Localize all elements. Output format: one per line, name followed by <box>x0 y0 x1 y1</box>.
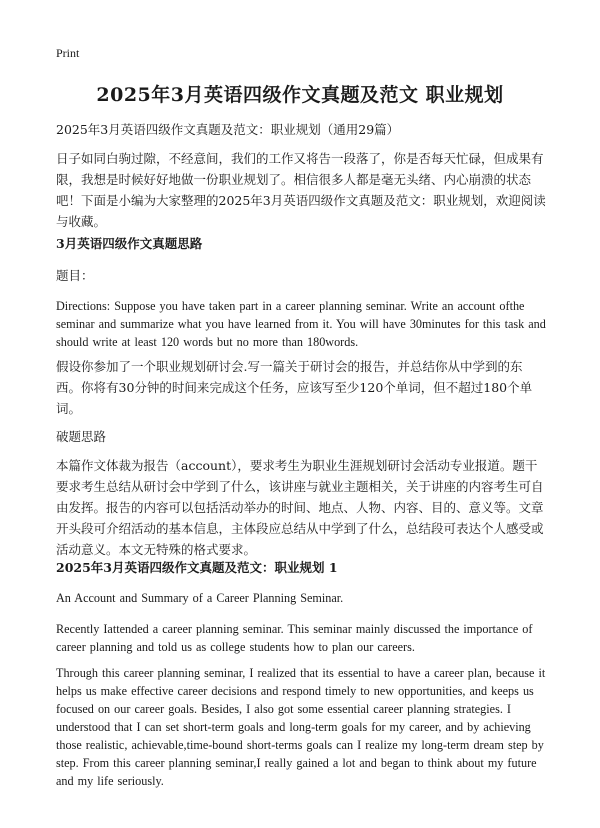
print-label: Print <box>56 46 80 60</box>
section-heading-approach: 3月英语四级作文真题思路 <box>56 236 203 251</box>
intro-paragraph: 日子如同白驹过隙，不经意间，我们的工作又将告一段落了，你是否每天忙碌，但成果有限，我想是时候好好地做一份职业规划了。相信很多人都是毫无头绪、内心崩溃的状态吧！下面是小编为大家整理的2025年3月英语四级作文真题及范文：职业规划，欢迎阅读与收藏。 <box>56 151 546 229</box>
essay-title: An Account and Summary of a Career Planning Seminar. <box>56 591 344 605</box>
essay-paragraph-1: Recently Iattended a career planning seminar. This seminar mainly discussed the importance of career planning and told us as college students how to plan our careers. <box>56 622 533 654</box>
page-title: 2025年3月英语四级作文真题及范文 职业规划 <box>96 84 504 106</box>
analysis-paragraph: 本篇作文体裁为报告（account），要求考生为职业生涯规划研讨会活动专业报道。题干要求考生总结从研讨会中学到了什么，该讲座与就业主题相关，关于讲座的内容考生可自由发挥。报告的内容可以包括活动举办的时间、地点、人物、内容、目的、意义等。文章开头段可介绍活动的基本信息，主体段应总结从中学到了什么，总结段可表达个人感受或活动意义。本文无特殊的格式要求。 <box>56 458 544 557</box>
translation-paragraph: 假设你参加了一个职业规划研讨会.写一篇关于研讨会的报告，并总结你从中学到的东西。你将有30分钟的时间来完成这个任务，应该写至少120个单词，但不超过180个单词。 <box>56 359 533 416</box>
directions-paragraph: Directions: Suppose you have taken part in a career planning seminar. Write an account ofthe seminar and summarize what you have learned from it. You will have 30minutes for this task and should write at least 120 words but no more than 180words. <box>56 299 546 349</box>
topic-label: 题目： <box>56 268 94 283</box>
section-heading-essay: 2025年3月英语四级作文真题及范文：职业规划 1 <box>56 560 338 575</box>
essay-paragraph-2: Through this career planning seminar, I realized that its essential to have a career plan, because it helps us make effective career decisions and respond timely to new opportunities, and keeps us focused on our career goals. Besides, I also got some essential career planning strategies. I understood that I can set short-term goals and long-term goals for my career, and by achieving those realistic, achievable,time-bound short-terms goals can I realize my long-term dream step by step. From this career planning seminar,I really gained a lot and began to think about my future and my life seriously. <box>56 666 546 788</box>
subtitle: 2025年3月英语四级作文真题及范文：职业规划（通用29篇） <box>56 122 400 137</box>
analysis-label: 破题思路 <box>56 429 107 444</box>
